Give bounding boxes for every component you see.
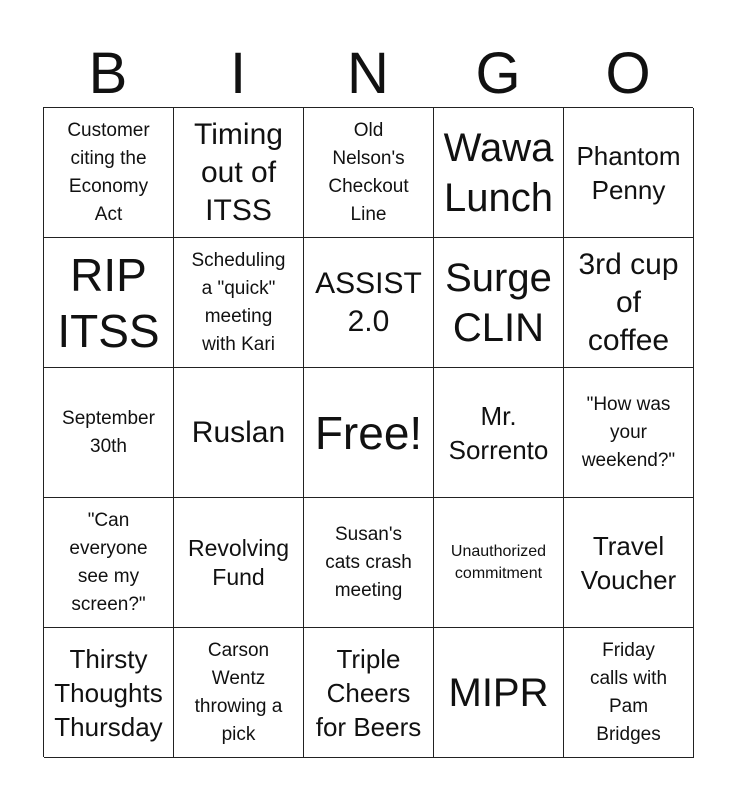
header-letter-b: B [88,41,128,106]
cell-text: Revolving Fund [188,534,289,590]
bingo-cell[interactable] [434,368,564,498]
cell-text: Customer citing the Economy Act [67,119,150,225]
cell-text: September 30th [62,407,155,457]
bingo-cell[interactable] [434,628,564,758]
bingo-cell[interactable] [304,238,434,368]
cell-text: "How was your weekend?" [581,393,676,471]
bingo-cell[interactable] [174,368,304,498]
header-letter-g: G [475,41,521,106]
cell-text: RIP ITSS [57,248,160,357]
cell-text: Scheduling a "quick" meeting with Kari [191,249,286,355]
cell-text: Ruslan [191,415,286,449]
bingo-cell[interactable] [304,628,434,758]
bingo-grid [43,107,693,757]
header-letter-n: N [347,41,389,106]
bingo-cell[interactable] [564,238,694,368]
cell-text: "Can everyone see my screen?" [69,509,148,615]
bingo-cell[interactable] [564,368,694,498]
cell-text: ASSIST 2.0 [315,266,422,338]
cell-text: Wawa Lunch [443,125,554,220]
cell-text: Phantom Penny [576,140,681,205]
bingo-cell[interactable] [564,108,694,238]
header-letter-i: I [229,41,247,106]
cell-text: Triple Cheers for Beers [315,643,422,742]
bingo-header [43,40,693,108]
cell-text: Friday calls with Pam Bridges [589,639,668,745]
cell-text: Unauthorized commitment [450,542,547,582]
cell-text: Thirsty Thoughts Thursday [54,643,163,742]
bingo-cell[interactable] [44,498,174,628]
header-letter-o: O [605,41,651,106]
cell-text: Timing out of ITSS [194,117,283,227]
bingo-cell[interactable] [44,368,174,498]
bingo-cell[interactable] [44,108,174,238]
bingo-cell[interactable] [304,108,434,238]
cell-text: Surge CLIN [445,255,552,350]
bingo-cell[interactable] [564,498,694,628]
cell-text: Susan's cats crash meeting [325,523,412,601]
bingo-cell[interactable] [44,238,174,368]
bingo-cell[interactable] [174,628,304,758]
bingo-cell[interactable] [434,498,564,628]
bingo-cell[interactable] [434,238,564,368]
bingo-cell[interactable] [564,628,694,758]
cell-text: Travel Voucher [580,530,677,595]
bingo-cell[interactable] [174,108,304,238]
bingo-cell[interactable] [434,108,564,238]
free-space-text: Free! [314,406,423,459]
bingo-cell[interactable] [174,498,304,628]
cell-text: Carson Wentz throwing a pick [194,639,283,745]
bingo-cell[interactable] [174,238,304,368]
bingo-cell[interactable] [44,628,174,758]
cell-text: Mr. Sorrento [448,400,549,465]
cell-text: MIPR [448,670,549,715]
bingo-cell[interactable] [304,498,434,628]
bingo-cell-free[interactable] [304,368,434,498]
cell-text: Old Nelson's Checkout Line [328,119,409,225]
cell-text: 3rd cup of coffee [578,247,679,357]
